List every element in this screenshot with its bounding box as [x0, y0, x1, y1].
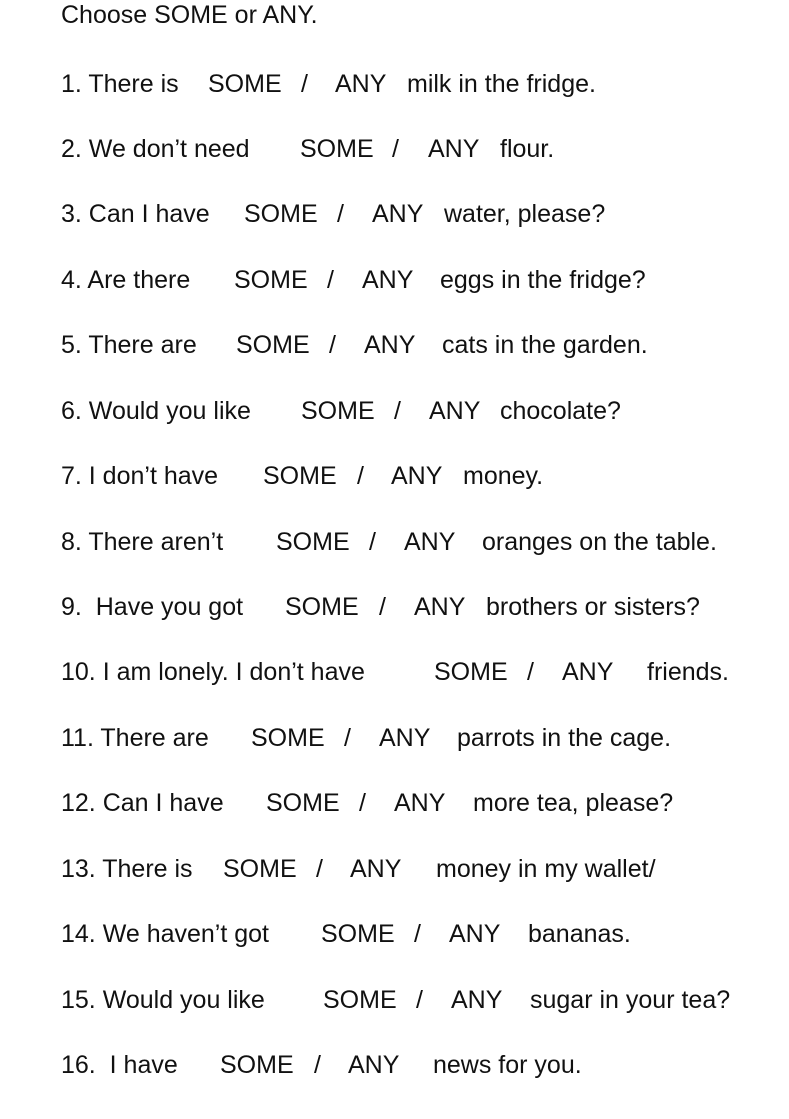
choice-separator: / [314, 1051, 321, 1079]
choice-separator: / [369, 528, 376, 556]
choice-any[interactable]: ANY [451, 986, 503, 1014]
item-suffix: cats in the garden. [442, 331, 648, 359]
item-prefix: 11. There are [61, 724, 209, 752]
choice-separator: / [394, 397, 401, 425]
item-prefix: 12. Can I have [61, 789, 224, 817]
item-prefix: 10. I am lonely. I don’t have [61, 658, 365, 686]
item-suffix: friends. [647, 658, 729, 686]
choice-some[interactable]: SOME [266, 789, 340, 817]
choice-separator: / [392, 135, 399, 163]
choice-any[interactable]: ANY [391, 462, 443, 490]
choice-separator: / [379, 593, 386, 621]
item-prefix: 8. There aren’t [61, 528, 224, 556]
choice-any[interactable]: ANY [429, 397, 481, 425]
item-prefix: 15. Would you like [61, 986, 265, 1014]
choice-separator: / [337, 200, 344, 228]
choice-separator: / [527, 658, 534, 686]
item-prefix: 1. There is [61, 70, 179, 98]
choice-some[interactable]: SOME [236, 331, 310, 359]
instruction-text: Choose SOME or ANY. [61, 1, 318, 29]
choice-some[interactable]: SOME [223, 855, 297, 883]
choice-some[interactable]: SOME [263, 462, 337, 490]
choice-separator: / [344, 724, 351, 752]
choice-any[interactable]: ANY [372, 200, 424, 228]
item-prefix: 9. Have you got [61, 593, 244, 621]
choice-any[interactable]: ANY [364, 331, 416, 359]
choice-some[interactable]: SOME [434, 658, 508, 686]
item-suffix: brothers or sisters? [486, 593, 700, 621]
choice-some[interactable]: SOME [276, 528, 350, 556]
choice-separator: / [359, 789, 366, 817]
item-suffix: water, please? [444, 200, 606, 228]
item-suffix: eggs in the fridge? [440, 266, 646, 294]
item-suffix: parrots in the cage. [457, 724, 672, 752]
item-prefix: 13. There is [61, 855, 193, 883]
item-suffix: chocolate? [500, 397, 621, 425]
item-suffix: bananas. [528, 920, 631, 948]
item-prefix: 3. Can I have [61, 200, 210, 228]
choice-separator: / [329, 331, 336, 359]
choice-any[interactable]: ANY [404, 528, 456, 556]
choice-separator: / [327, 266, 334, 294]
choice-some[interactable]: SOME [234, 266, 308, 294]
choice-separator: / [316, 855, 323, 883]
choice-any[interactable]: ANY [362, 266, 414, 294]
choice-some[interactable]: SOME [285, 593, 359, 621]
item-prefix: 7. I don’t have [61, 462, 219, 490]
choice-any[interactable]: ANY [335, 70, 387, 98]
item-prefix: 5. There are [61, 331, 197, 359]
choice-some[interactable]: SOME [301, 397, 375, 425]
choice-any[interactable]: ANY [350, 855, 402, 883]
item-suffix: milk in the fridge. [407, 70, 596, 98]
item-suffix: money. [463, 462, 544, 490]
choice-separator: / [414, 920, 421, 948]
item-prefix: 4. Are there [61, 266, 191, 294]
choice-some[interactable]: SOME [323, 986, 397, 1014]
choice-some[interactable]: SOME [300, 135, 374, 163]
choice-any[interactable]: ANY [414, 593, 466, 621]
item-suffix: money in my wallet/ [436, 855, 656, 883]
item-prefix: 6. Would you like [61, 397, 251, 425]
choice-any[interactable]: ANY [379, 724, 431, 752]
choice-separator: / [301, 70, 308, 98]
choice-separator: / [416, 986, 423, 1014]
item-prefix: 2. We don’t need [61, 135, 250, 163]
choice-separator: / [357, 462, 364, 490]
item-prefix: 14. We haven’t got [61, 920, 270, 948]
item-suffix: sugar in your tea? [530, 986, 731, 1014]
item-suffix: news for you. [433, 1051, 582, 1079]
item-suffix: more tea, please? [473, 789, 674, 817]
choice-any[interactable]: ANY [394, 789, 446, 817]
choice-any[interactable]: ANY [449, 920, 501, 948]
choice-any[interactable]: ANY [348, 1051, 400, 1079]
choice-some[interactable]: SOME [220, 1051, 294, 1079]
choice-some[interactable]: SOME [244, 200, 318, 228]
choice-some[interactable]: SOME [321, 920, 395, 948]
choice-any[interactable]: ANY [428, 135, 480, 163]
choice-some[interactable]: SOME [251, 724, 325, 752]
item-suffix: flour. [500, 135, 555, 163]
choice-some[interactable]: SOME [208, 70, 282, 98]
item-suffix: oranges on the table. [482, 528, 717, 556]
item-prefix: 16. I have [61, 1051, 178, 1079]
choice-any[interactable]: ANY [562, 658, 614, 686]
